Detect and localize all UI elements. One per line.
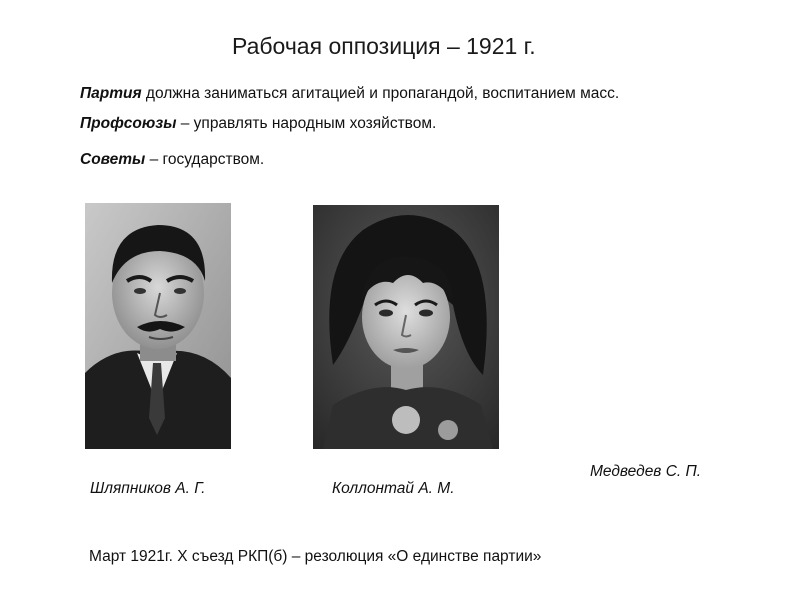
portrait-kollontai — [313, 205, 499, 449]
slide-body — [80, 76, 730, 170]
trade-unions-term: Профсоюзы — [80, 115, 177, 132]
soviets-description: – государством. — [145, 151, 265, 168]
soviets-term: Советы — [80, 151, 146, 168]
resolution-note: Март 1921г. X съезд РКП(б) – резолюция «О единстве партии» — [89, 548, 542, 565]
portrait-shlyapnikov — [85, 203, 231, 449]
soviets-paragraph — [80, 150, 730, 170]
slide-title: Рабочая оппозиция – 1921 г. — [232, 33, 536, 59]
party-description: должна заниматься агитацией и пропагандой, воспитанием масс. — [141, 85, 620, 102]
portrait-kollontai-image — [313, 205, 499, 449]
caption-shlyapnikov: Шляпников А. Г. — [90, 480, 206, 497]
caption-medvedev: Медведев С. П. — [590, 463, 702, 480]
party-term: Партия — [80, 85, 142, 102]
trade-unions-description: – управлять народным хозяйством. — [176, 115, 437, 132]
trade-unions-paragraph — [80, 114, 730, 134]
party-paragraph — [80, 76, 730, 112]
caption-kollontai: Коллонтай А. М. — [332, 480, 455, 497]
portrait-shlyapnikov-image — [85, 203, 231, 449]
